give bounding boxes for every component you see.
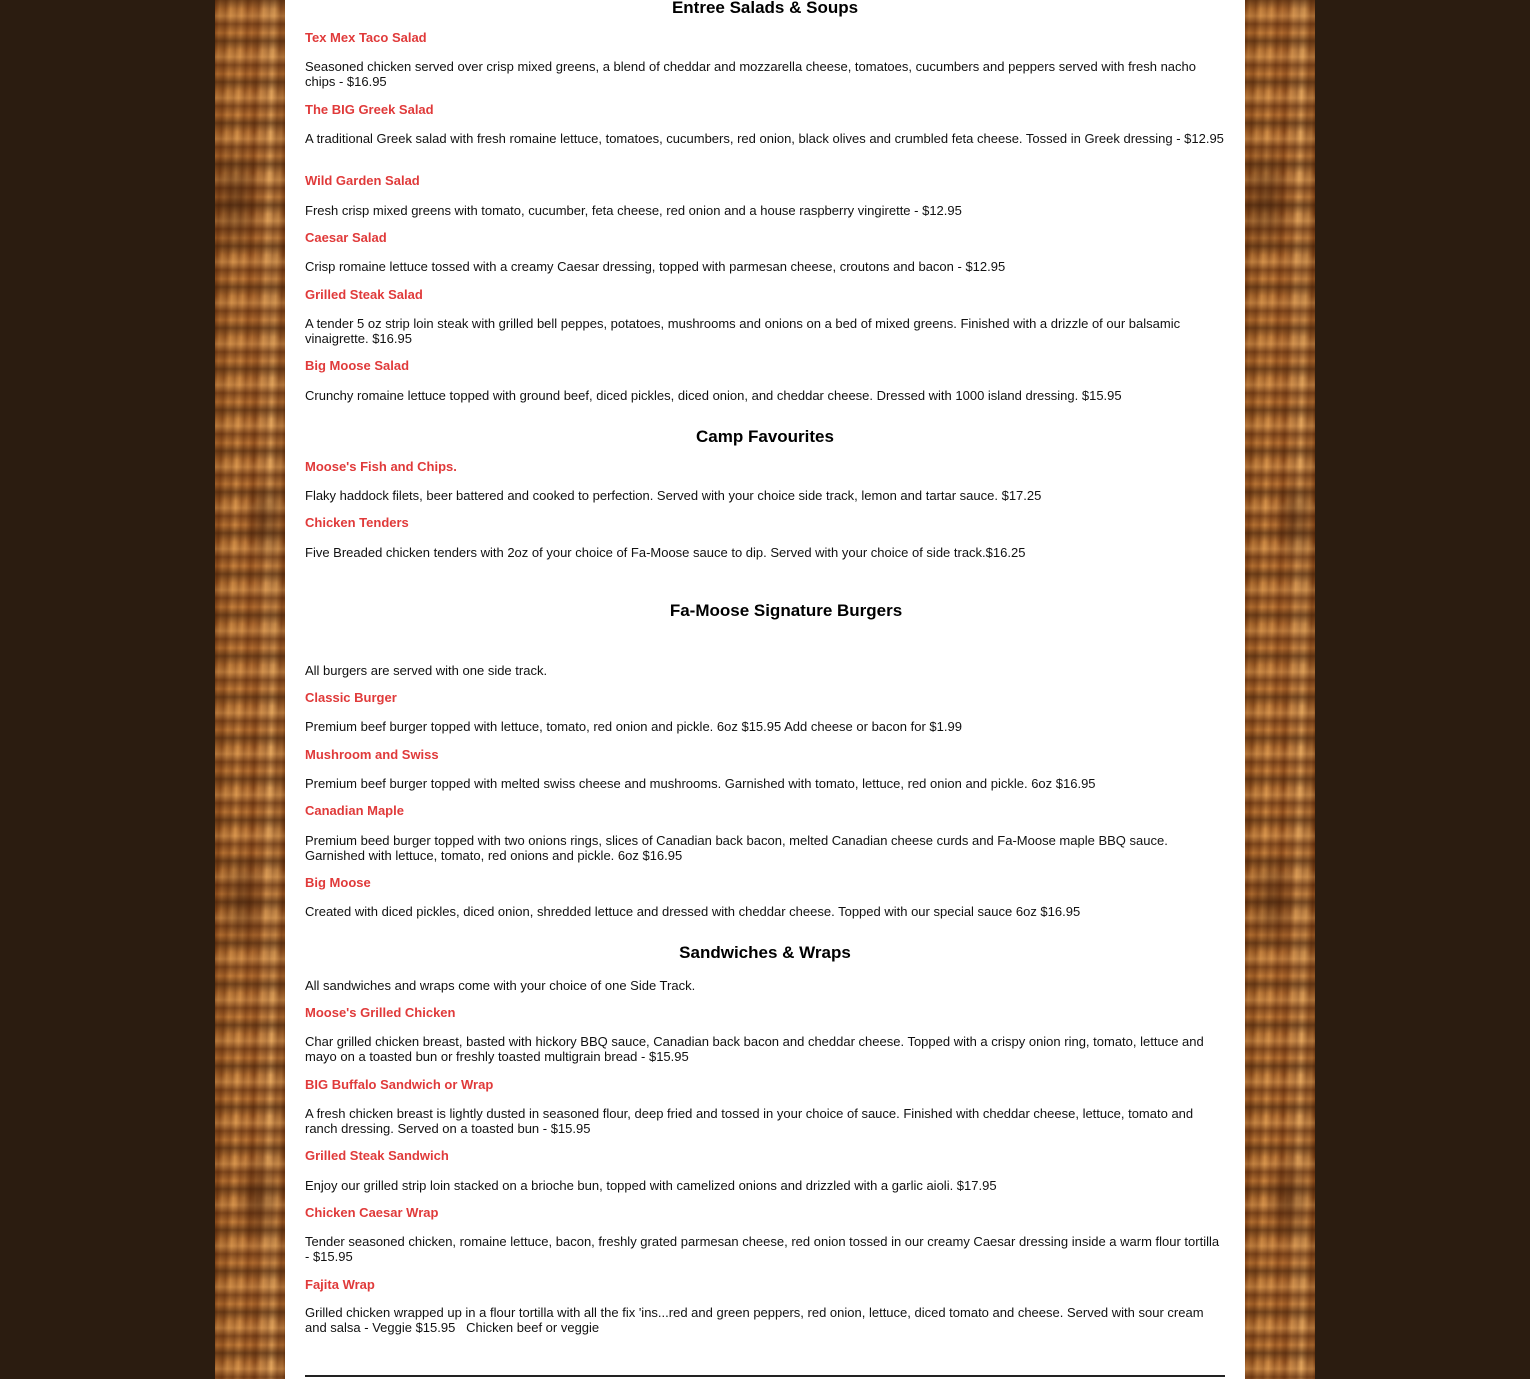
menu-item-title: Grilled Steak Salad (305, 287, 423, 302)
section-heading-burgers: Fa-Moose Signature Burgers (669, 601, 903, 620)
menu-item-title: Fajita Wrap (305, 1277, 375, 1292)
menu-item-title: Mushroom and Swiss (305, 747, 439, 762)
menu-item-description: Seasoned chicken served over crisp mixed greens, a blend of cheddar and mozzarella cheese, tomatoes, cucumbers and peppers served with fresh nacho chips - $16.95 (305, 59, 1196, 89)
menu-item-description: A tender 5 oz strip loin steak with grilled bell peppes, potatoes, mushrooms and onions on a bed of mixed greens. Finished with a drizzle of our balsamic vinaigrette. $16.95 (305, 316, 1181, 346)
menu-item-description: Fresh crisp mixed greens with tomato, cucumber, feta cheese, red onion and a house raspberry vingirette - $12.95 (305, 203, 962, 218)
menu-item-title: Tex Mex Taco Salad (305, 30, 427, 45)
menu-item-description: Enjoy our grilled strip loin stacked on a brioche bun, topped with camelized onions and drizzled with a garlic aioli. $17.95 (305, 1178, 997, 1193)
menu-item-description: Flaky haddock filets, beer battered and cooked to perfection. Served with your choice side track, lemon and tartar sauce. $17.25 (305, 488, 1042, 503)
menu-content-panel (285, 0, 1245, 1379)
section-heading-camp: Camp Favourites (696, 427, 834, 446)
menu-item-description: Crunchy romaine lettuce topped with ground beef, diced pickles, diced onion, and cheddar cheese. Dressed with 1000 island dressing. $15.95 (305, 388, 1122, 403)
menu-item-title: Classic Burger (305, 690, 397, 705)
menu-item-description: Crisp romaine lettuce tossed with a creamy Caesar dressing, topped with parmesan cheese, croutons and bacon - $12.95 (305, 259, 1006, 274)
menu-item-title: Caesar Salad (305, 230, 387, 245)
menu-item-description: Premium beef burger topped with melted swiss cheese and mushrooms. Garnished with tomato, lettuce, red onion and pickle. 6oz $16.95 (305, 776, 1096, 791)
menu-item-title: The BIG Greek Salad (305, 102, 434, 117)
menu-item-description: Tender seasoned chicken, romaine lettuce, bacon, freshly grated parmesan cheese, red onion tossed in our creamy Caesar dressing inside a warm flour tortilla - $15.95 (305, 1234, 1220, 1264)
menu-item-title: Chicken Caesar Wrap (305, 1205, 439, 1220)
wood-border-right (1245, 0, 1315, 1379)
menu-item-description: Five Breaded chicken tenders with 2oz of your choice of Fa-Moose sauce to dip. Served with your choice of side track.$16.25 (305, 545, 1026, 560)
menu-item-description: Grilled chicken wrapped up in a flour tortilla with all the fix 'ins...red and green peppers, red onion, lettuce, diced tomato and cheese. Served with sour cream and salsa - Veggie $15.95 Chicken beef or veggie (305, 1305, 1208, 1335)
menu-item-description: Created with diced pickles, diced onion, shredded lettuce and dressed with cheddar cheese. Topped with our special sauce 6oz $16.95 (305, 904, 1081, 919)
menu-item-title: BIG Buffalo Sandwich or Wrap (305, 1077, 494, 1092)
section-intro-burgers: All burgers are served with one side track. (305, 663, 548, 678)
menu-item-description: A fresh chicken breast is lightly dusted in seasoned flour, deep fried and tossed in your choice of sauce. Finished with cheddar cheese, lettuce, tomato and ranch dressing. Served on a toasted bun - $15.95 (305, 1106, 1194, 1136)
menu-item-title: Wild Garden Salad (305, 173, 420, 188)
menu-item-description: Char grilled chicken breast, basted with hickory BBQ sauce, Canadian back bacon and cheddar cheese. Topped with a crispy onion ring, tomato, lettuce and mayo on a toasted bun or freshly toasted multigrain bread - $15.95 (305, 1034, 1204, 1064)
menu-item-title: Big Moose (305, 875, 371, 890)
menu-item-title: Grilled Steak Sandwich (305, 1148, 449, 1163)
menu-item-title: Moose's Fish and Chips. (305, 459, 457, 474)
menu-item-description: A traditional Greek salad with fresh romaine lettuce, tomatoes, cucumbers, red onion, black olives and crumbled feta cheese. Tossed in Greek dressing - $12.95 (305, 131, 1224, 146)
section-divider (305, 1375, 1225, 1377)
menu-item-description: Premium beef burger topped with lettuce, tomato, red onion and pickle. 6oz $15.95 Add cheese or bacon for $1.99 (305, 719, 962, 734)
section-heading-salads: Entree Salads & Soups (671, 0, 859, 17)
menu-item-title: Big Moose Salad (305, 358, 410, 373)
menu-item-title: Chicken Tenders (305, 515, 409, 530)
menu-item-title: Moose's Grilled Chicken (305, 1005, 456, 1020)
menu-item-description: Premium beed burger topped with two onions rings, slices of Canadian back bacon, melted Canadian cheese curds and Fa-Moose maple BBQ sauce. Garnished with lettuce, tomato, red onions and pickle. 6oz $16.95 (305, 833, 1168, 863)
wood-border-left (215, 0, 285, 1379)
menu-item-title: Canadian Maple (305, 803, 404, 818)
section-intro-sandwiches: All sandwiches and wraps come with your choice of one Side Track. (305, 978, 696, 993)
section-heading-sandwiches: Sandwiches & Wraps (679, 943, 851, 962)
